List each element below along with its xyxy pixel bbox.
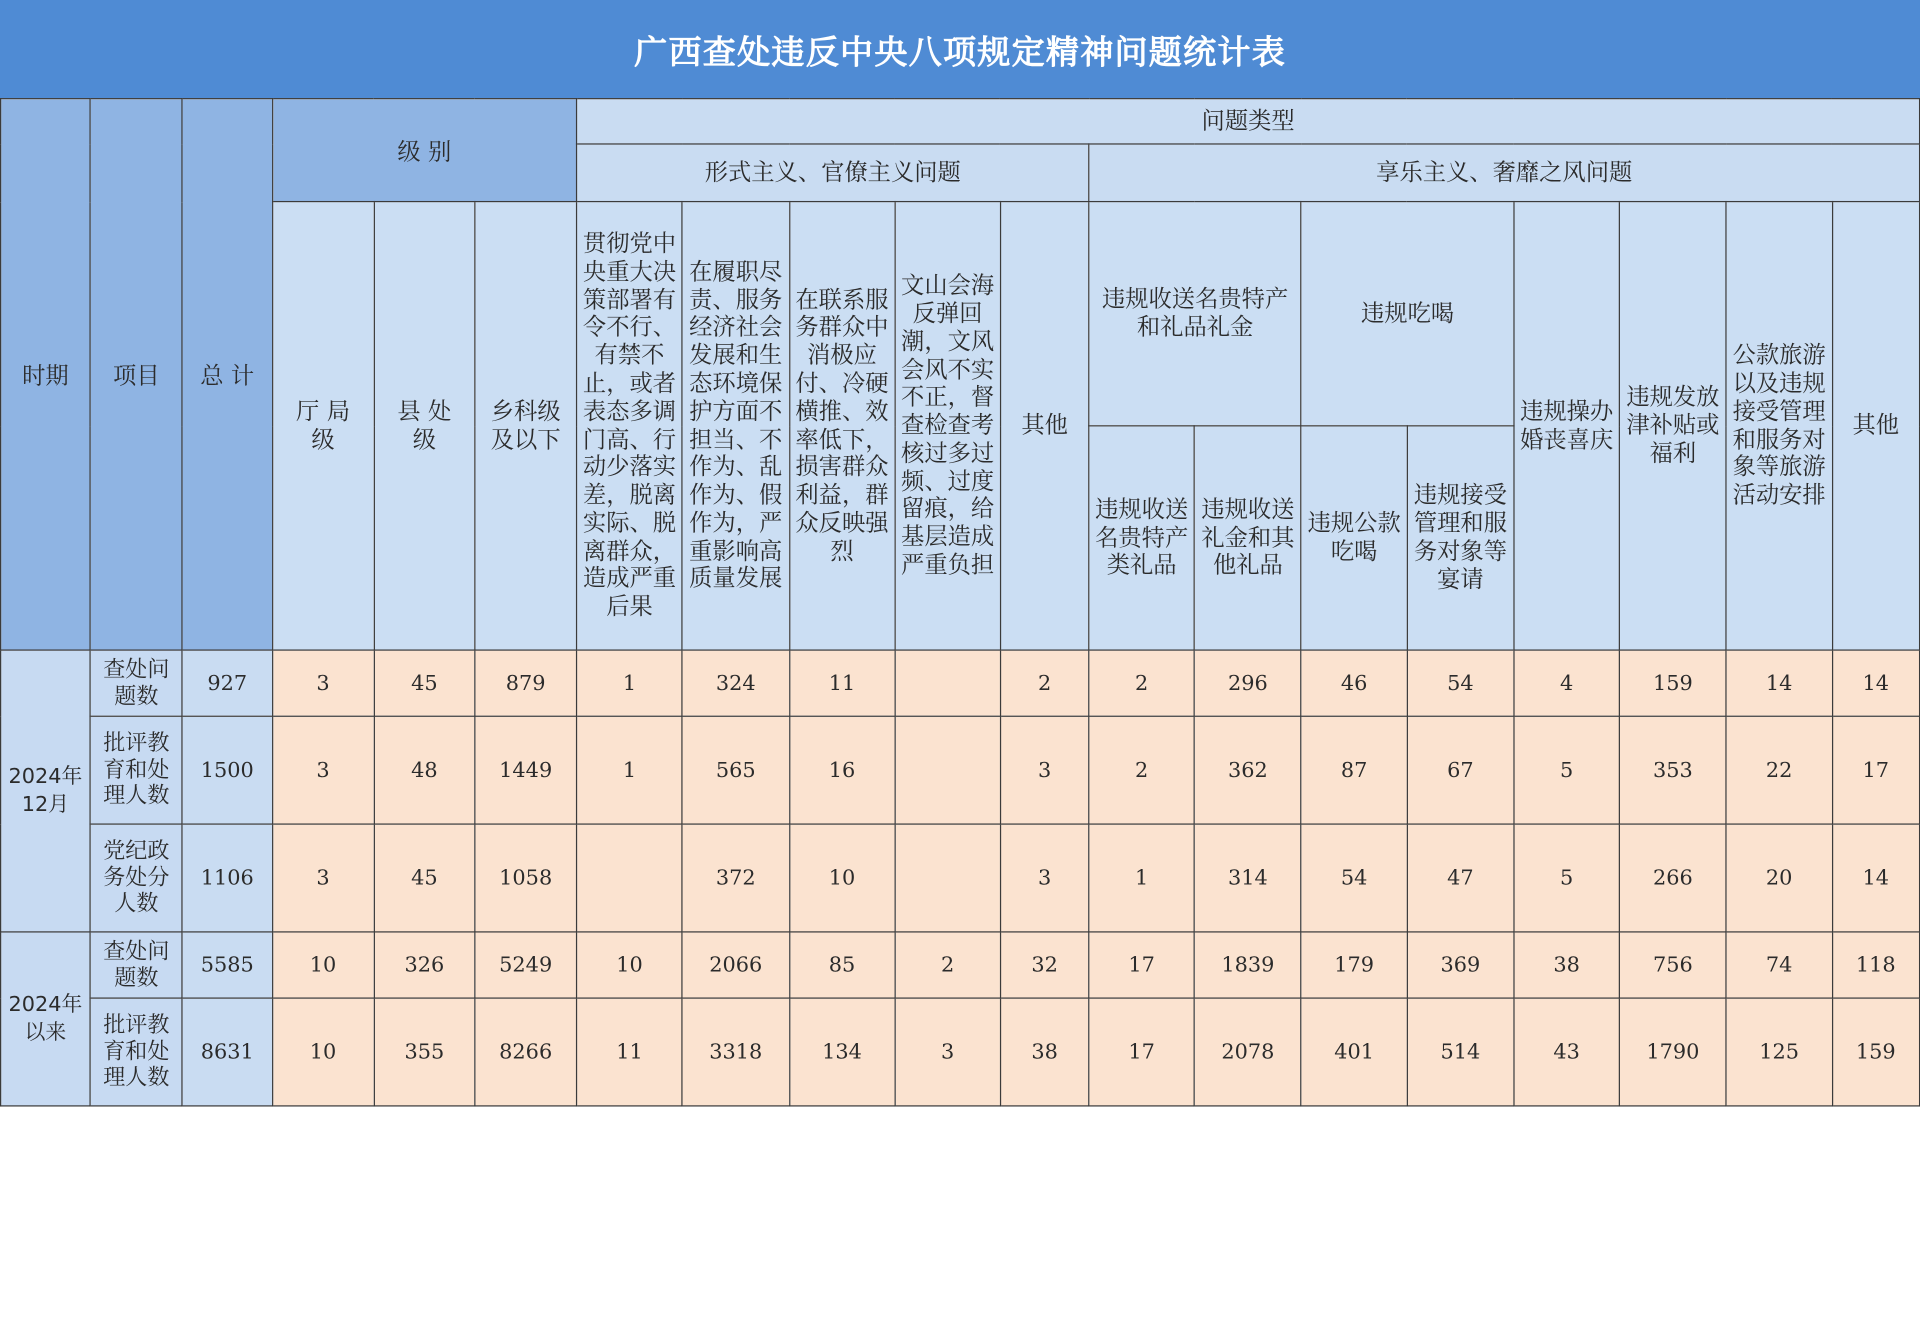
period-label: 2024年 12月 [1, 650, 91, 932]
table-cell: 362 [1194, 716, 1301, 824]
header-level-township: 乡科级 及以下 [475, 202, 577, 650]
table-cell: 3 [895, 998, 1001, 1106]
header-formalism-col-2: 在履职尽责、服务经济社会发展和生态环境保护方面不担当、不作为、乱作为、假作为，严重影响高质量发展 [682, 202, 789, 650]
header-eating-public: 违规公款吃喝 [1301, 426, 1407, 650]
table-cell: 11 [789, 650, 895, 716]
table-row [1, 824, 1920, 932]
table-cell: 17 [1832, 716, 1920, 824]
table-cell: 2066 [682, 932, 789, 998]
header-eating-group: 违规吃喝 [1301, 202, 1513, 426]
table-cell: 20 [1726, 824, 1832, 932]
table-cell: 756 [1619, 932, 1726, 998]
table-cell: 46 [1301, 650, 1407, 716]
table-cell: 87 [1301, 716, 1407, 824]
table-cell: 1790 [1619, 998, 1726, 1106]
table-cell: 45 [374, 824, 475, 932]
table-cell: 17 [1089, 932, 1195, 998]
table-cell: 17 [1089, 998, 1195, 1106]
table-cell: 159 [1832, 998, 1920, 1106]
header-level-bureau: 厅 局 级 [272, 202, 374, 650]
header-period: 时期 [1, 99, 91, 650]
sheet-title: 广西查处违反中央八项规定精神问题统计表 [0, 0, 1920, 98]
table-cell: 353 [1619, 716, 1726, 824]
table-cell: 1 [577, 716, 683, 824]
table-cell: 1 [577, 650, 683, 716]
cell-total: 927 [182, 650, 272, 716]
table-cell: 85 [789, 932, 895, 998]
table-cell: 372 [682, 824, 789, 932]
table-cell [577, 824, 683, 932]
header-item: 项目 [90, 99, 182, 650]
table-cell: 14 [1832, 824, 1920, 932]
table-cell: 3 [272, 650, 374, 716]
table-cell: 4 [1514, 650, 1620, 716]
table-cell: 314 [1194, 824, 1301, 932]
table-cell: 3 [1000, 716, 1088, 824]
table-cell: 565 [682, 716, 789, 824]
header-formalism-col-4: 文山会海反弹回潮，文风会风不实不正，督查检查考核过多过频、过度留痕，给基层造成严重负担 [895, 202, 1001, 650]
statistics-table [0, 98, 1920, 1107]
row-item-label: 查处问 题数 [90, 650, 182, 716]
table-cell: 2 [1089, 650, 1195, 716]
header-formalism: 形式主义、官僚主义问题 [577, 144, 1089, 202]
header-gifts-money: 违规收送礼金和其他礼品 [1194, 426, 1301, 650]
table-cell: 16 [789, 716, 895, 824]
table-cell: 326 [374, 932, 475, 998]
table-cell: 38 [1514, 932, 1620, 998]
table-cell: 67 [1407, 716, 1514, 824]
cell-total: 8631 [182, 998, 272, 1106]
table-cell: 11 [577, 998, 683, 1106]
table-cell: 8266 [475, 998, 577, 1106]
table-cell: 10 [272, 998, 374, 1106]
table-cell: 1449 [475, 716, 577, 824]
table-cell: 5 [1514, 824, 1620, 932]
table-cell: 369 [1407, 932, 1514, 998]
header-gifts-group: 违规收送名贵特产和礼品礼金 [1089, 202, 1301, 426]
table-cell: 134 [789, 998, 895, 1106]
row-item-label: 查处问 题数 [90, 932, 182, 998]
table-cell: 296 [1194, 650, 1301, 716]
header-level: 级 别 [272, 99, 577, 202]
table-cell: 48 [374, 716, 475, 824]
table-cell: 2 [1089, 716, 1195, 824]
table-cell: 22 [1726, 716, 1832, 824]
table-cell: 74 [1726, 932, 1832, 998]
table-cell: 179 [1301, 932, 1407, 998]
table-cell: 10 [789, 824, 895, 932]
header-total: 总 计 [182, 99, 272, 650]
table-cell: 2 [895, 932, 1001, 998]
table-cell: 1 [1089, 824, 1195, 932]
table-cell: 47 [1407, 824, 1514, 932]
row-item-label: 党纪政 务处分 人数 [90, 824, 182, 932]
header-formalism-col-1: 贯彻党中央重大决策部署有令不行、有禁不止，或者表态多调门高、行动少落实差，脱离实际、脱离群众，造成严重后果 [577, 202, 683, 650]
table-row [1, 650, 1920, 716]
table-cell: 1058 [475, 824, 577, 932]
table-cell: 401 [1301, 998, 1407, 1106]
table-cell: 45 [374, 650, 475, 716]
table-cell: 2078 [1194, 998, 1301, 1106]
row-item-label: 批评教 育和处 理人数 [90, 716, 182, 824]
row-item-label: 批评教 育和处 理人数 [90, 998, 182, 1106]
table-cell: 514 [1407, 998, 1514, 1106]
table-cell: 355 [374, 998, 475, 1106]
table-cell [895, 716, 1001, 824]
table-cell: 10 [577, 932, 683, 998]
header-formalism-col-3: 在联系服务群众中消极应付、冷硬横推、效率低下，损害群众利益，群众反映强烈 [789, 202, 895, 650]
cell-total: 5585 [182, 932, 272, 998]
table-cell: 324 [682, 650, 789, 716]
table-cell [895, 650, 1001, 716]
table-cell: 43 [1514, 998, 1620, 1106]
table-row [1, 716, 1920, 824]
table-cell: 3 [272, 824, 374, 932]
period-label: 2024年 以来 [1, 932, 91, 1106]
table-cell: 14 [1832, 650, 1920, 716]
header-weddings-funerals: 违规操办婚丧喜庆 [1514, 202, 1620, 650]
table-cell: 3 [272, 716, 374, 824]
table-row [1, 932, 1920, 998]
table-cell: 54 [1407, 650, 1514, 716]
table-cell: 3318 [682, 998, 789, 1106]
table-cell: 118 [1832, 932, 1920, 998]
table-cell: 10 [272, 932, 374, 998]
table-cell: 2 [1000, 650, 1088, 716]
header-allowances: 违规发放津补贴或福利 [1619, 202, 1726, 650]
table-cell: 5 [1514, 716, 1620, 824]
table-cell: 3 [1000, 824, 1088, 932]
table-cell: 1839 [1194, 932, 1301, 998]
table-cell: 32 [1000, 932, 1088, 998]
table-cell: 159 [1619, 650, 1726, 716]
table-cell: 14 [1726, 650, 1832, 716]
table-cell: 266 [1619, 824, 1726, 932]
table-row [1, 998, 1920, 1106]
header-travel: 公款旅游以及违规接受管理和服务对象等旅游活动安排 [1726, 202, 1832, 650]
table-cell: 38 [1000, 998, 1088, 1106]
cell-total: 1106 [182, 824, 272, 932]
table-cell: 5249 [475, 932, 577, 998]
header-problem-type: 问题类型 [577, 99, 1920, 144]
table-cell [895, 824, 1001, 932]
table-cell: 54 [1301, 824, 1407, 932]
table-cell: 125 [1726, 998, 1832, 1106]
header-formalism-other: 其他 [1000, 202, 1088, 650]
cell-total: 1500 [182, 716, 272, 824]
header-hedonism-other: 其他 [1832, 202, 1920, 650]
header-level-county: 县 处 级 [374, 202, 475, 650]
header-gifts-specialty: 违规收送名贵特产类礼品 [1089, 426, 1195, 650]
header-eating-banquet: 违规接受管理和服务对象等宴请 [1407, 426, 1514, 650]
header-hedonism: 享乐主义、奢靡之风问题 [1089, 144, 1920, 202]
table-cell: 879 [475, 650, 577, 716]
